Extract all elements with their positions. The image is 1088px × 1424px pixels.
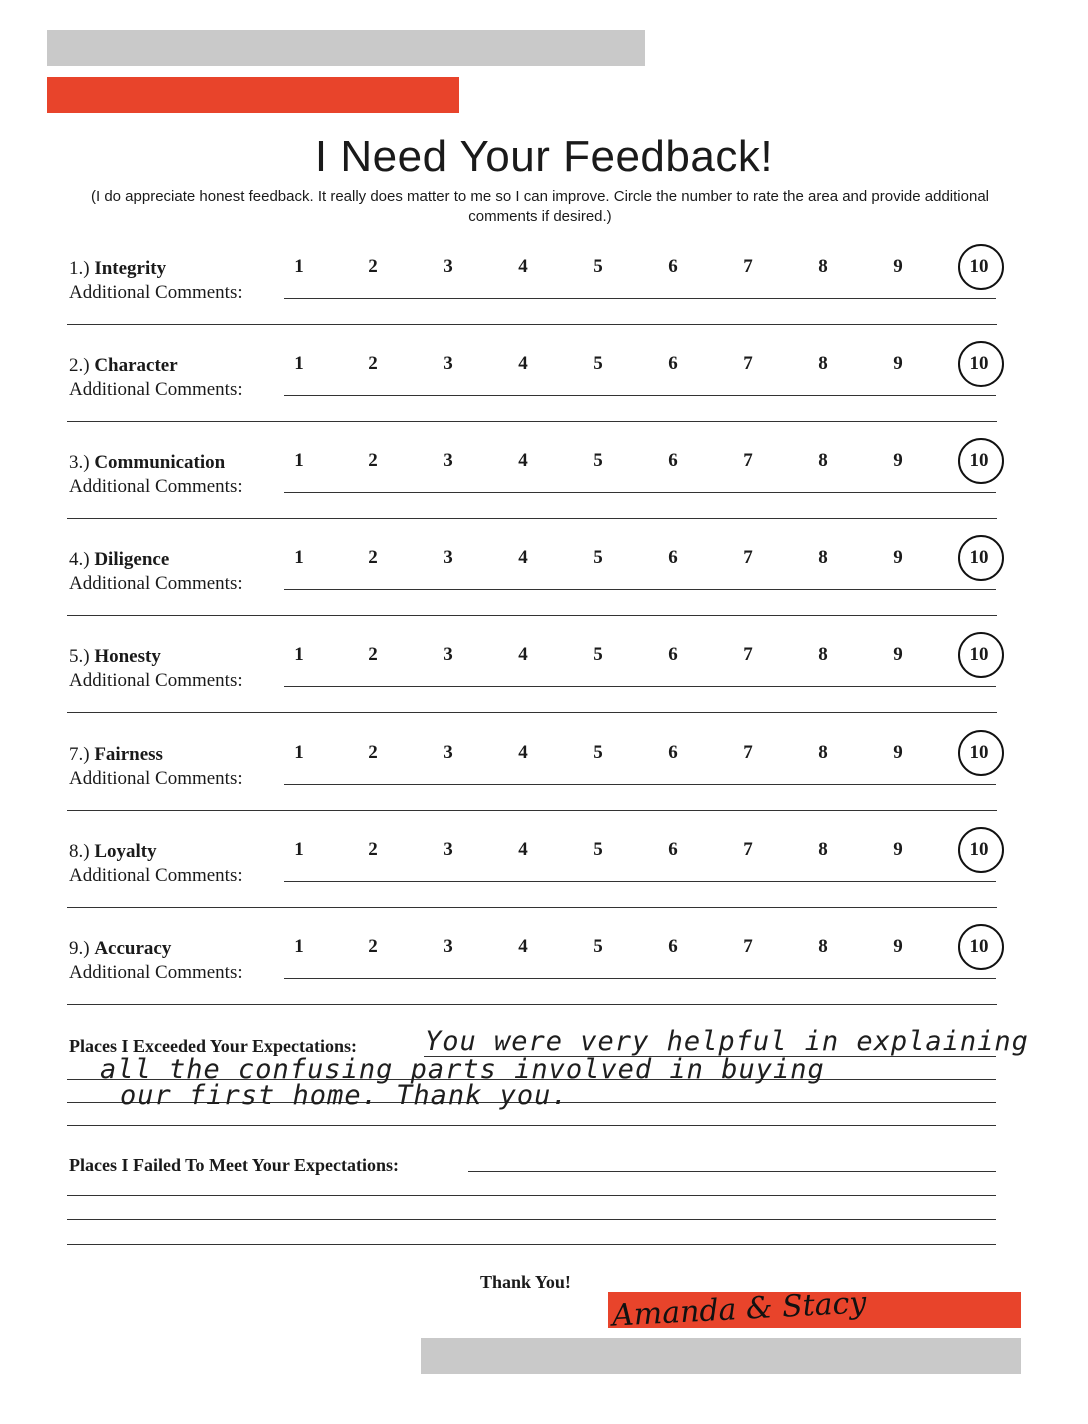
failed-line-4 xyxy=(67,1244,996,1245)
score-option[interactable]: 6 xyxy=(668,644,678,665)
row-label xyxy=(69,355,178,377)
score-option[interactable]: 10 xyxy=(969,450,989,471)
row-label xyxy=(69,258,166,280)
row-name: Integrity xyxy=(94,258,167,279)
row-name: Fairness xyxy=(94,744,163,765)
row-name: Accuracy xyxy=(94,938,172,959)
row-number: 7.) xyxy=(69,744,90,765)
exceeded-handwriting-1: You were very helpful in explaining xyxy=(425,1026,1029,1057)
score-option[interactable]: 5 xyxy=(593,353,603,374)
score-option[interactable]: 4 xyxy=(518,450,528,471)
score-option[interactable]: 3 xyxy=(443,256,453,277)
comment-line xyxy=(284,881,996,882)
comment-line xyxy=(284,298,996,299)
score-option[interactable]: 7 xyxy=(743,450,753,471)
row-label xyxy=(69,841,157,863)
score-option[interactable]: 2 xyxy=(368,936,378,957)
exceeded-line-4 xyxy=(67,1125,996,1126)
score-option[interactable]: 4 xyxy=(518,353,528,374)
row-name: Character xyxy=(94,355,178,376)
score-option[interactable]: 9 xyxy=(893,742,903,763)
score-option[interactable]: 5 xyxy=(593,839,603,860)
selected-rating-circle xyxy=(958,244,1004,290)
score-option[interactable]: 3 xyxy=(443,547,453,568)
score-option[interactable]: 5 xyxy=(593,450,603,471)
score-option[interactable]: 4 xyxy=(518,547,528,568)
comment-line xyxy=(284,686,996,687)
score-option[interactable]: 8 xyxy=(818,256,828,277)
score-option[interactable]: 5 xyxy=(593,742,603,763)
score-option[interactable]: 6 xyxy=(668,353,678,374)
row-name: Loyalty xyxy=(94,841,157,862)
score-option[interactable]: 10 xyxy=(969,547,989,568)
score-option[interactable]: 7 xyxy=(743,742,753,763)
row-number: 1.) xyxy=(69,258,90,279)
comment-line xyxy=(67,907,997,908)
score-option[interactable]: 6 xyxy=(668,450,678,471)
score-option[interactable]: 2 xyxy=(368,547,378,568)
failed-line-1 xyxy=(468,1171,996,1172)
score-option[interactable]: 5 xyxy=(593,547,603,568)
score-option[interactable]: 10 xyxy=(969,353,989,374)
score-option[interactable]: 6 xyxy=(668,936,678,957)
score-option[interactable]: 2 xyxy=(368,256,378,277)
row-name: Honesty xyxy=(94,646,161,667)
score-option[interactable]: 6 xyxy=(668,742,678,763)
score-option[interactable]: 8 xyxy=(818,353,828,374)
row-label xyxy=(69,452,225,474)
selected-rating-circle xyxy=(958,924,1004,970)
score-option[interactable]: 4 xyxy=(518,742,528,763)
score-option[interactable]: 9 xyxy=(893,547,903,568)
rating-row xyxy=(0,744,1088,841)
comment-line xyxy=(67,615,997,616)
row-number: 5.) xyxy=(69,646,90,667)
score-option[interactable]: 8 xyxy=(818,450,828,471)
score-option[interactable]: 1 xyxy=(294,742,304,763)
comment-line xyxy=(67,421,997,422)
score-option[interactable]: 7 xyxy=(743,644,753,665)
comment-line xyxy=(284,589,996,590)
comment-line xyxy=(284,978,996,979)
score-option[interactable]: 10 xyxy=(969,256,989,277)
score-option[interactable]: 1 xyxy=(294,644,304,665)
score-option[interactable]: 4 xyxy=(518,936,528,957)
score-option[interactable]: 9 xyxy=(893,644,903,665)
score-option[interactable]: 1 xyxy=(294,936,304,957)
score-option[interactable]: 6 xyxy=(668,839,678,860)
score-option[interactable]: 3 xyxy=(443,742,453,763)
score-option[interactable]: 8 xyxy=(818,936,828,957)
score-option[interactable]: 9 xyxy=(893,256,903,277)
score-option[interactable]: 10 xyxy=(969,936,989,957)
score-option[interactable]: 3 xyxy=(443,353,453,374)
score-option[interactable]: 5 xyxy=(593,256,603,277)
handwritten-signature: Amanda & Stacy xyxy=(611,1285,868,1334)
rating-row xyxy=(0,841,1088,938)
comments-label: Additional Comments: xyxy=(69,865,243,886)
selected-rating-circle xyxy=(958,730,1004,776)
score-option[interactable]: 1 xyxy=(294,547,304,568)
score-option[interactable]: 3 xyxy=(443,450,453,471)
score-option[interactable]: 5 xyxy=(593,936,603,957)
exceeded-handwriting-3: our first home. Thank you. xyxy=(120,1080,569,1111)
score-option[interactable]: 3 xyxy=(443,936,453,957)
bottom-gray-bar xyxy=(421,1338,1021,1374)
score-option[interactable]: 9 xyxy=(893,353,903,374)
score-option[interactable]: 10 xyxy=(969,644,989,665)
comments-label: Additional Comments: xyxy=(69,573,243,594)
row-number: 3.) xyxy=(69,452,90,473)
comment-line xyxy=(67,1004,997,1005)
score-option[interactable]: 9 xyxy=(893,450,903,471)
score-option[interactable]: 7 xyxy=(743,547,753,568)
row-label xyxy=(69,938,171,960)
score-option[interactable]: 2 xyxy=(368,839,378,860)
failed-line-3 xyxy=(67,1219,996,1220)
top-red-bar xyxy=(47,77,459,113)
comments-label: Additional Comments: xyxy=(69,768,243,789)
comments-label: Additional Comments: xyxy=(69,670,243,691)
score-option[interactable]: 4 xyxy=(518,644,528,665)
failed-label: Places I Failed To Meet Your Expectations: xyxy=(69,1155,399,1175)
row-number: 9.) xyxy=(69,938,90,959)
score-option[interactable]: 4 xyxy=(518,256,528,277)
failed-line-2 xyxy=(67,1195,996,1196)
comment-line xyxy=(284,784,996,785)
score-option[interactable]: 2 xyxy=(368,353,378,374)
comments-label: Additional Comments: xyxy=(69,282,243,303)
selected-rating-circle xyxy=(958,632,1004,678)
selected-rating-circle xyxy=(958,535,1004,581)
score-option[interactable]: 10 xyxy=(969,742,989,763)
score-option[interactable]: 7 xyxy=(743,936,753,957)
top-gray-bar xyxy=(47,30,645,66)
score-option[interactable]: 1 xyxy=(294,353,304,374)
rating-row xyxy=(0,938,1088,1035)
selected-rating-circle xyxy=(958,827,1004,873)
exceeded-handwriting-2: all the confusing parts involved in buying xyxy=(100,1054,825,1085)
score-option[interactable]: 7 xyxy=(743,839,753,860)
score-option[interactable]: 2 xyxy=(368,644,378,665)
score-option[interactable]: 1 xyxy=(294,256,304,277)
score-option[interactable]: 2 xyxy=(368,742,378,763)
score-option[interactable]: 7 xyxy=(743,256,753,277)
score-option[interactable]: 1 xyxy=(294,839,304,860)
comment-line xyxy=(67,518,997,519)
score-option[interactable]: 6 xyxy=(668,256,678,277)
rating-row xyxy=(0,258,1088,355)
score-option[interactable]: 3 xyxy=(443,839,453,860)
rating-row xyxy=(0,646,1088,743)
row-name: Diligence xyxy=(94,549,170,570)
score-option[interactable]: 6 xyxy=(668,547,678,568)
selected-rating-circle xyxy=(958,438,1004,484)
page-title: I Need Your Feedback! xyxy=(314,132,774,181)
score-option[interactable]: 8 xyxy=(818,742,828,763)
comment-line xyxy=(67,712,997,713)
score-option[interactable]: 4 xyxy=(518,839,528,860)
page-subtitle: (I do appreciate honest feedback. It really does matter to me so I can improve. Circle the number to rate the area and provide additional comments if desired.) xyxy=(91,188,989,225)
comment-line xyxy=(284,395,996,396)
score-option[interactable]: 8 xyxy=(818,547,828,568)
score-option[interactable]: 10 xyxy=(969,839,989,860)
score-option[interactable]: 8 xyxy=(818,839,828,860)
comments-label: Additional Comments: xyxy=(69,379,243,400)
row-label xyxy=(69,744,163,766)
comments-label: Additional Comments: xyxy=(69,476,243,497)
rating-row xyxy=(0,549,1088,646)
row-label xyxy=(69,549,169,571)
score-option[interactable]: 3 xyxy=(443,644,453,665)
row-name: Communication xyxy=(94,452,226,473)
row-number: 2.) xyxy=(69,355,90,376)
comment-line xyxy=(284,492,996,493)
score-option[interactable]: 1 xyxy=(294,450,304,471)
rating-row xyxy=(0,355,1088,452)
selected-rating-circle xyxy=(958,341,1004,387)
thank-you-text: Thank You! xyxy=(480,1272,571,1292)
row-number: 4.) xyxy=(69,549,90,570)
comments-label: Additional Comments: xyxy=(69,962,243,983)
score-option[interactable]: 7 xyxy=(743,353,753,374)
comment-line xyxy=(67,324,997,325)
score-option[interactable]: 2 xyxy=(368,450,378,471)
exceeded-label: Places I Exceeded Your Expectations: xyxy=(69,1036,357,1056)
score-option[interactable]: 8 xyxy=(818,644,828,665)
comment-line xyxy=(67,810,997,811)
score-option[interactable]: 9 xyxy=(893,839,903,860)
score-option[interactable]: 5 xyxy=(593,644,603,665)
rating-row xyxy=(0,452,1088,549)
row-number: 8.) xyxy=(69,841,90,862)
score-option[interactable]: 9 xyxy=(893,936,903,957)
row-label xyxy=(69,646,161,668)
